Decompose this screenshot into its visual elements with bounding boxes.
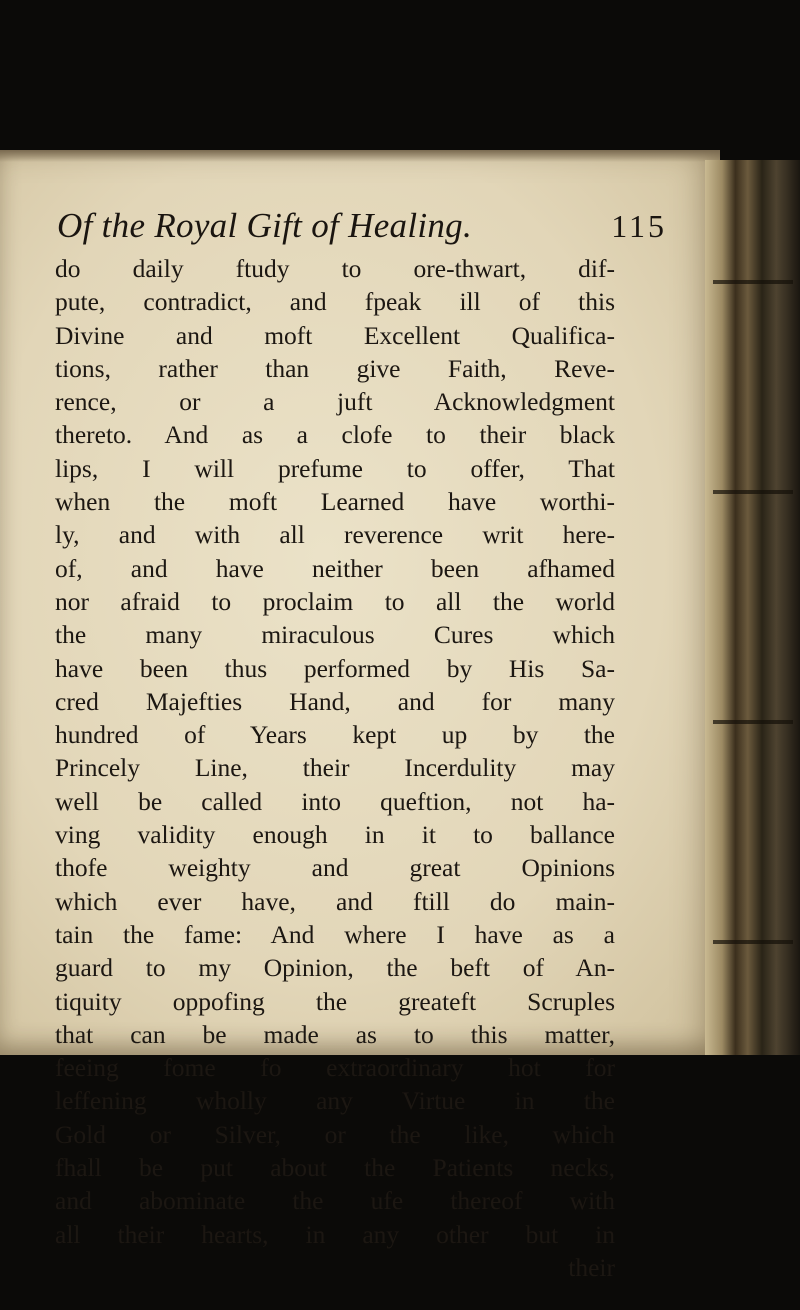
text-line: rence, or a juft Acknowledgment	[55, 387, 615, 417]
text-line: hundred of Years kept up by the	[55, 720, 615, 750]
book-spine	[705, 160, 800, 1065]
page-number: 115	[611, 208, 667, 244]
text-line: do daily ftudy to ore-thwart, dif-	[55, 254, 615, 283]
text-line: cred Majefties Hand, and for many	[55, 686, 615, 716]
text-line: have been thus performed by His Sa-	[55, 653, 615, 683]
text-line: all their hearts, in any other but in	[55, 1219, 615, 1249]
text-line: ving validity enough in it to ballance	[55, 820, 615, 850]
text-line: and abominate the ufe thereof with	[55, 1186, 615, 1216]
text-line: leffening wholly any Virtue in the	[55, 1086, 615, 1116]
text-line: thereto. And as a clofe to their black	[55, 420, 615, 450]
text-line: feeing fome fo extraordinary hot for	[55, 1053, 615, 1083]
spine-band	[713, 720, 793, 724]
page-header	[57, 206, 667, 256]
text-line: when the moft Learned have worthi-	[55, 487, 615, 517]
text-line: of, and have neither been afhamed	[55, 553, 615, 583]
text-line: fhall be put about the Patients necks,	[55, 1153, 615, 1183]
text-line: thofe weighty and great Opinions	[55, 853, 615, 883]
text-line: the many miraculous Cures which	[55, 620, 615, 650]
text-line: ly, and with all reverence writ here-	[55, 520, 615, 550]
text-line: tain the fame: And where I have as a	[55, 919, 615, 949]
text-line: well be called into queftion, not ha-	[55, 786, 615, 816]
spine-band	[713, 490, 793, 494]
body-text	[55, 252, 615, 1284]
text-line: nor afraid to proclaim to all the world	[55, 586, 615, 616]
text-line: Gold or Silver, or the like, which	[55, 1119, 615, 1149]
text-line: which ever have, and ftill do main-	[55, 886, 615, 916]
catchword: their	[568, 1252, 615, 1282]
page-top-edge	[0, 150, 720, 162]
text-line: guard to my Opinion, the beft of An-	[55, 953, 615, 983]
running-head: Of the Royal Gift of Healing.	[57, 206, 473, 245]
text-line: lips, I will prefume to offer, That	[55, 453, 615, 483]
text-line: that can be made as to this matter,	[55, 1019, 615, 1049]
text-line: tions, rather than give Faith, Reve-	[55, 353, 615, 383]
text-line: Princely Line, their Incerdulity may	[55, 753, 615, 783]
text-line: pute, contradict, and fpeak ill of this	[55, 287, 615, 317]
spine-band	[713, 940, 793, 944]
text-line: Divine and moft Excellent Qualifica-	[55, 320, 615, 350]
spine-band	[713, 280, 793, 284]
text-line: tiquity oppofing the greateft Scruples	[55, 986, 615, 1016]
